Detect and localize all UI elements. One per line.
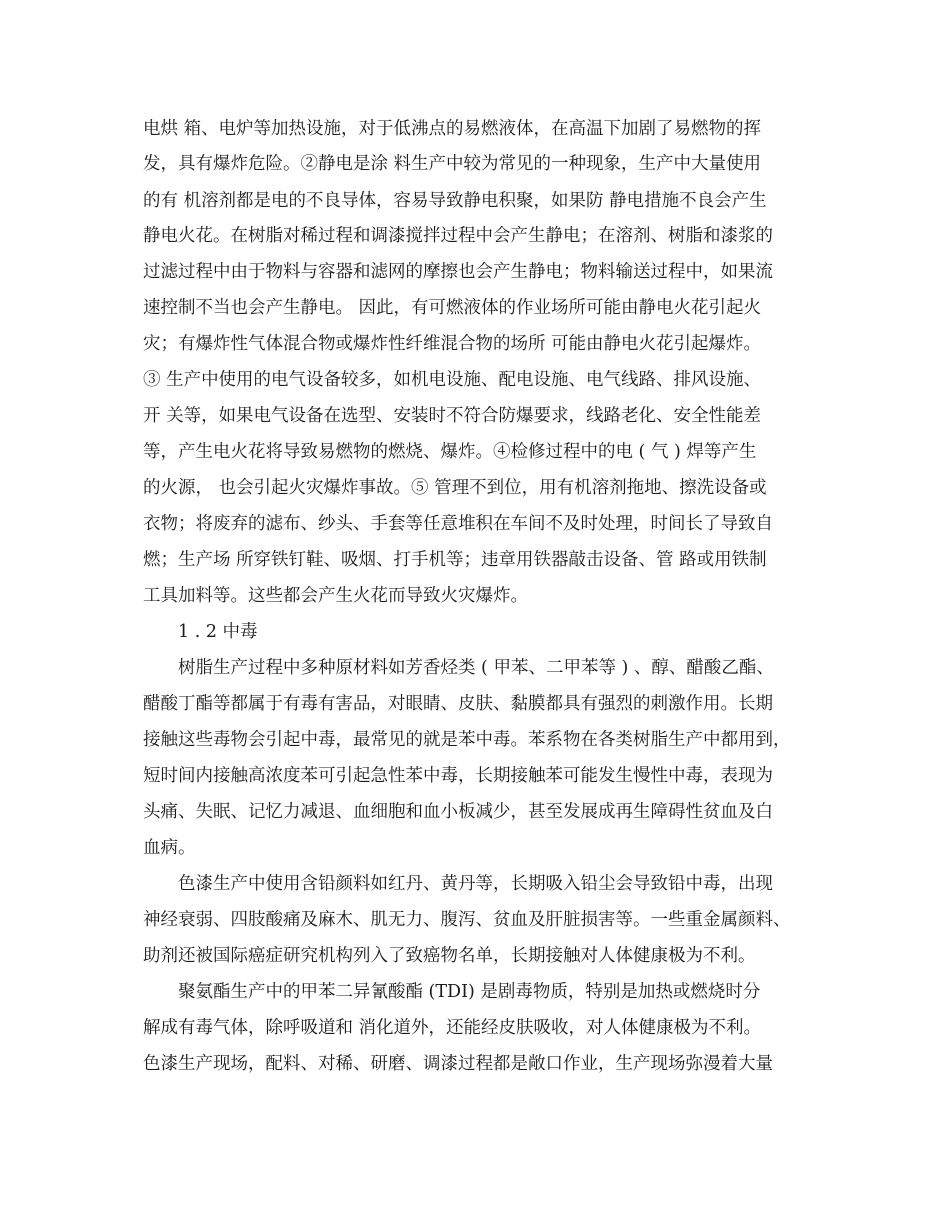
text-line: ③ 生产中使用的电气设备较多，如机电设施、配电设施、电气线路、排风设施、 bbox=[143, 370, 762, 390]
paragraph-first-line: 色漆生产中使用含铅颜料如红丹、黄丹等，长期吸入铅尘会导致铅中毒，出现 bbox=[178, 874, 773, 894]
text-line: 过滤过程中由于物料与容器和滤网的摩擦也会产生静电；物料输送过程中，如果流 bbox=[143, 262, 773, 282]
paragraph-first-line: 树脂生产过程中多种原材料如芳香烃类 ( 甲苯、二甲苯等 ) 、醇、醋酸乙酯、 bbox=[178, 658, 774, 678]
text-line: 衣物；将废弃的滤布、纱头、手套等任意堆积在车间不及时处理，时间长了导致自 bbox=[143, 514, 773, 534]
text-line: 神经衰弱、四肢酸痛及麻木、肌无力、腹泻、贫血及肝脏损害等。一些重金属颜料、 bbox=[143, 910, 791, 930]
text-line: 等，产生电火花将导致易燃物的燃烧、爆炸。④检修过程中的电 ( 气 ) 焊等产生 bbox=[143, 442, 757, 462]
text-line: 短时间内接触高浓度苯可引起急性苯中毒，长期接触苯可能发生慢性中毒，表现为 bbox=[143, 766, 773, 786]
text-line: 色漆生产现场，配料、对稀、研磨、调漆过程都是敞口作业，生产现场弥漫着大量 bbox=[143, 1054, 773, 1074]
text-line: 助剂还被国际癌症研究机构列入了致癌物名单，长期接触对人体健康极为不利。 bbox=[143, 946, 756, 966]
text-line: 工具加料等。这些都会产生火花而导致火灾爆炸。 bbox=[143, 586, 528, 606]
text-line: 电烘 箱、电炉等加热设施，对于低沸点的易燃液体，在高温下加剧了易燃物的挥 bbox=[143, 119, 762, 139]
section-heading: 1 . 2 中毒 bbox=[178, 622, 258, 642]
text-line: 解成有毒气体，除呼吸道和 消化道外，还能经皮肤吸收，对人体健康极为不利。 bbox=[143, 1018, 762, 1038]
text-line: 血病。 bbox=[143, 838, 196, 858]
text-line: 的火源， 也会引起火灾爆炸事故。⑤ 管理不到位，用有机溶剂拖地、擦洗设备或 bbox=[143, 478, 767, 498]
text-line: 燃；生产场 所穿铁钉鞋、吸烟、打手机等；违章用铁器敲击设备、管 路或用铁制 bbox=[143, 550, 767, 570]
text-line: 开 关等，如果电气设备在选型、安装时不符合防爆要求，线路老化、安全性能差 bbox=[143, 406, 762, 426]
text-line: 的有 机溶剂都是电的不良导体，容易导致静电积聚，如果防 静电措施不良会产生 bbox=[143, 191, 767, 211]
text-line: 发，具有爆炸危险。②静电是涂 料生产中较为常见的一种现象，生产中大量使用 bbox=[143, 154, 762, 174]
text-line: 灾；有爆炸性气体混合物或爆炸性纤维混合物的场所 可能由静电火花引起爆炸。 bbox=[143, 334, 762, 354]
text-line: 静电火花。在树脂对稀过程和调漆搅拌过程中会产生静电；在溶剂、树脂和漆浆的 bbox=[143, 226, 773, 246]
text-line: 接触这些毒物会引起中毒，最常见的就是苯中毒。苯系物在各类树脂生产中都用到， bbox=[143, 730, 791, 750]
text-line: 头痛、失眠、记忆力减退、血细胞和血小板减少，甚至发展成再生障碍性贫血及白 bbox=[143, 802, 773, 822]
paragraph-first-line: 聚氨酯生产中的甲苯二异氰酸酯 (TDI) 是剧毒物质，特别是加热或燃烧时分 bbox=[178, 982, 761, 1002]
text-line: 醋酸丁酯等都属于有毒有害品，对眼睛、皮肤、黏膜都具有强烈的刺激作用。长期 bbox=[143, 694, 773, 714]
text-line: 速控制不当也会产生静电。 因此，有可燃液体的作业场所可能由静电火花引起火 bbox=[143, 298, 762, 318]
